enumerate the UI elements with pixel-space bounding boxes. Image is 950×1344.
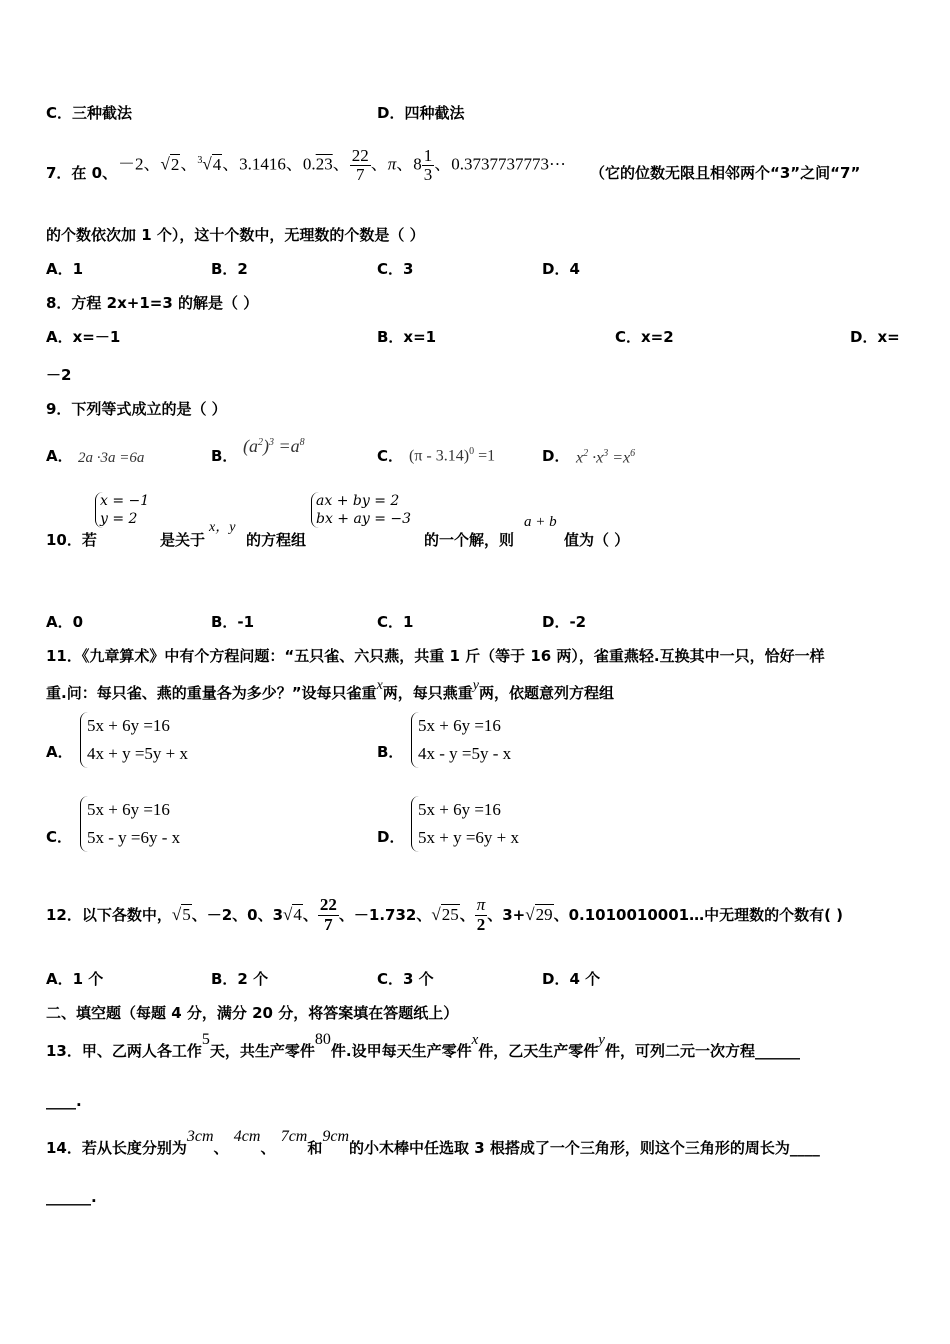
q7-sep: 、 — [332, 154, 350, 174]
q7-fraction-22-7: $\frac{22}{7}$ — [351, 145, 369, 185]
q14-line: 14．若从长度分别为3cm、 4cm、 7cm和9cm的小木棒中任选取 3 根搭成了一个三角形，则这个三角形的周长为____ — [46, 1128, 820, 1157]
q11-label-c: C． — [46, 828, 73, 846]
q11-option-a-system: 5x + 6y =16 4x + y =5y + x — [80, 712, 188, 768]
q7-line2: 的个数依次加 1 个），这十个数中，无理数的个数是（ ） — [46, 226, 425, 244]
q14-blank-cont: ______. — [46, 1188, 97, 1206]
q7-sep: 、 — [143, 154, 161, 174]
q12-fraction-22-7: $\frac{22}{7}$ — [319, 895, 337, 934]
q8-option-d: D．x= — [850, 328, 900, 346]
q10-text-1: 是关于 — [160, 531, 206, 549]
q12-option-b: B．2 个 — [211, 970, 269, 988]
q8-option-c: C．x=2 — [615, 328, 674, 346]
q7-sep: 、 — [180, 154, 198, 174]
q9-label-d: D． — [542, 447, 570, 465]
q13-line: 13．甲、乙两人各工作5天，共生产零件80件.设甲每天生产零件x件，乙天生产零件y件，可列二元一次方程______ — [46, 1031, 800, 1060]
q6-option-d: D．四种截法 — [377, 104, 465, 122]
q13-blank-cont: ____. — [46, 1092, 82, 1110]
q11-option-d-system: 5x + 6y =16 5x + y =6y + x — [411, 796, 519, 852]
q10-option-c: C．1 — [377, 613, 414, 631]
q7-option-d: D．4 — [542, 260, 580, 278]
q7-suffix: （它的位数无限且相邻两个“3”之间“7” — [590, 164, 861, 182]
q7-cuberoot4: 4 — [212, 154, 222, 174]
section-2-heading: 二、填空题（每题 4 分，满分 20 分，将答案填在答题纸上） — [46, 1004, 459, 1022]
q7-fraction-1-3: $\frac{1}{3}$ — [423, 145, 433, 185]
q11-label-a: A． — [46, 743, 73, 761]
q10-expr: a + b — [524, 514, 557, 530]
q11-option-c-system: 5x + 6y =16 5x - y =6y - x — [80, 796, 180, 852]
q10-prefix: 10．若 — [46, 531, 97, 549]
q7-option-b: B．2 — [211, 260, 248, 278]
q8-option-a: A．x=－1 — [46, 328, 121, 346]
q11-line2: 重.问：每只雀、燕的重量各为多少？”设每只雀重x两，每只燕重y两，依题意列方程组 — [46, 678, 615, 702]
q11-line1: 11．《九章算术》中有个方程问题：“五只雀、六只燕，共重 1 斤（等于 16 两），雀重燕轻.互换其中一只，恰好一样 — [46, 647, 825, 665]
q7-num: 、0.3737737773··· — [434, 154, 566, 174]
q7-sep: 、 — [370, 154, 388, 174]
q7-numbers: －2、√2、$^3$√4、3.1416、0.23、 $\frac{22}{7}$ 、π、8 $\frac{1}{3}$ 、0.3737737773··· — [118, 145, 566, 185]
q11-label-b: B． — [377, 743, 404, 761]
q9-option-a-expr: 2a ·3a =6a — [78, 450, 145, 466]
q9-option-b-expr: $(a^2)^3 =a^8$ — [243, 436, 305, 456]
q7-option-a: A．1 — [46, 260, 84, 278]
q12-option-c: C．3 个 — [377, 970, 434, 988]
q11-label-d: D． — [377, 828, 405, 846]
q10-option-a: A．0 — [46, 613, 84, 631]
q10-text-4: 值为（ ） — [564, 531, 630, 549]
q7-prefix: 7．在 0、 — [46, 164, 118, 182]
q7-cuberoot-index: 3 — [197, 155, 203, 166]
q10-option-d: D．-2 — [542, 613, 587, 631]
q11-option-b-system: 5x + 6y =16 4x - y =5y - x — [411, 712, 511, 768]
q12-fraction-pi-2: $\frac{\pi}{2}$ — [476, 895, 486, 934]
q12-option-d: D．4 个 — [542, 970, 601, 988]
q7-option-c: C．3 — [377, 260, 414, 278]
q7-sqrt2: 2 — [170, 154, 180, 174]
q9-label-b: B． — [211, 447, 238, 465]
q10-equation-system: ax + by = 2 bx + ay = −3 — [311, 492, 411, 528]
q6-option-c: C．三种截法 — [46, 104, 133, 122]
q10-text-3: 的一个解，则 — [424, 531, 515, 549]
q7-pi: π — [387, 154, 397, 174]
q9-label-a: A． — [46, 447, 73, 465]
q12-option-a: A．1 个 — [46, 970, 104, 988]
q8-option-d-cont: －2 — [46, 366, 72, 384]
q7-num: 、8 — [396, 154, 422, 174]
q7-num: －2 — [118, 154, 144, 174]
q10-text-2: 的方程组 — [246, 531, 307, 549]
q9-option-c-expr: (π - 3.14)$^0$ =1 — [409, 446, 496, 465]
q10-option-b: B．-1 — [211, 613, 255, 631]
q9-option-d-expr: $x^2 \cdot x^3 =x^6$ — [576, 448, 636, 467]
q8-option-b: B．x=1 — [377, 328, 437, 346]
q9-label-c: C． — [377, 447, 404, 465]
q9-stem: 9．下列等式成立的是（ ） — [46, 400, 227, 418]
q8-stem: 8．方程 2x+1=3 的解是（ ） — [46, 294, 259, 312]
q7-repeating: 23 — [315, 154, 333, 174]
q7-num: 、3.1416、0. — [222, 154, 316, 174]
q12-line: 12．以下各数中，√5、－2、0、3√4、 $\frac{22}{7}$ 、－1.732、√25、 $\frac{\pi}{2}$ 、3+√29、0.1010010001…中无理数的个数有( ) — [46, 895, 844, 934]
q10-vars: x，y — [209, 520, 236, 535]
q10-solution-system: x = −1 y = 2 — [95, 492, 149, 528]
